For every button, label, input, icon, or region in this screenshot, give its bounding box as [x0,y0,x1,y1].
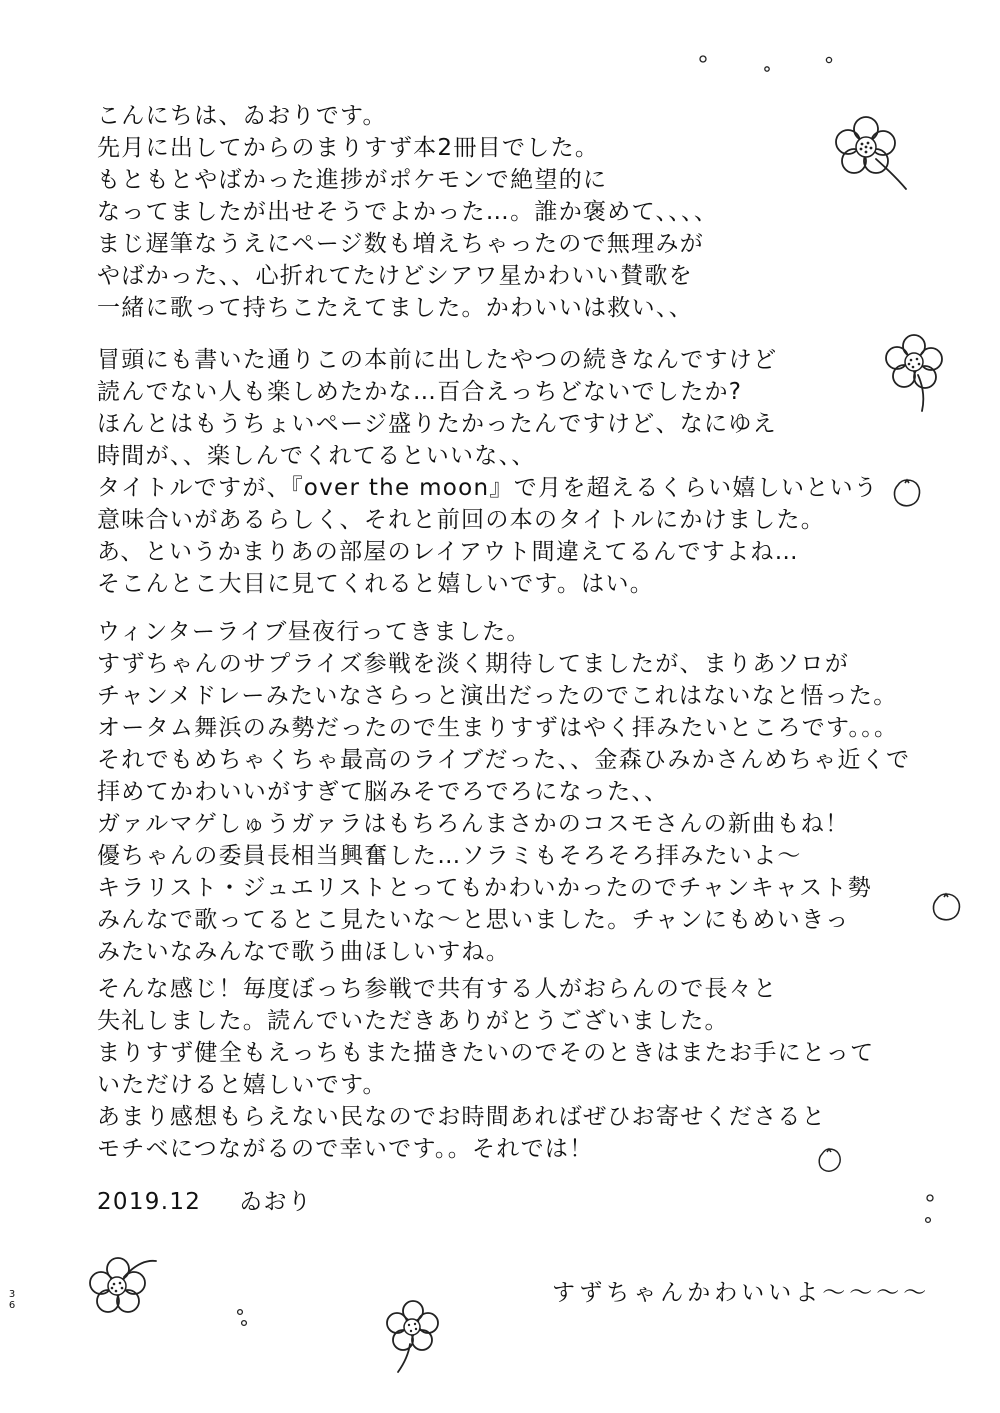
page-number [6,1289,18,1311]
text-line: まじ遅筆なうえにページ数も増えちゃったので無理みが [97,231,705,257]
text-line: そんな感じ！毎度ぼっち参戦で共有する人がおらんので長々と [97,976,778,1002]
text-line: 先月に出してからのまりすず本2冊目でした。 [97,135,600,161]
text-line: なってましたが出せそうでよかった…。誰か褒めて、、、、 [97,199,719,225]
text-line: あ、というかまりあの部屋のレイアウト間違えてるんですよね… [97,539,799,565]
text-line: すずちゃんのサプライズ参戦を淡く期待してましたが、まりあソロが [97,651,850,677]
text-line: 読んでない人も楽しめたかな…百合えっちどないでしたか? [97,379,743,405]
text-line: 拝めてかわいいがすぎて脳みそでろでろになった、、 [97,779,669,805]
circle-doodle-icon [890,477,924,511]
text-line: やばかった、、心折れてたけどシアワ星かわいい賛歌を [97,263,693,289]
circle-doodle-icon [928,890,964,926]
text-line: まりすず健全もえっちもまた描きたいのでそのときはまたお手にとって [97,1040,875,1066]
flower-icon [386,1300,446,1375]
text-line: そこんとこ大目に見てくれると嬉しいです。はい。 [97,571,655,597]
page-number-digit: 6 [8,1300,16,1311]
signature [97,1186,312,1218]
dot-doodle-icon [232,1306,252,1336]
text-line: タイトルですが、『over the moon』で月を超えるくらい嬉しいという [97,475,879,501]
dot-doodle-icon [920,1190,940,1230]
text-line: モチベにつながるので幸いです。。それでは！ [97,1136,594,1162]
text-line: みんなで歌ってるとこ見たいな～と思いました。チャンにもめいきっ [97,907,850,933]
author-name: ゐおり [239,1189,313,1215]
text-line: キラリスト・ジュエリストとってもかわいかったのでチャンキャスト勢 [97,875,873,901]
text-line: ウィンターライブ昼夜行ってきました。 [97,619,531,645]
circle-doodle-icon [814,1146,844,1176]
text-line: オータム舞浜のみ勢だったので生まりすずはやく拝みたいところです。。。 [97,715,899,741]
page-number-digit: 3 [8,1289,16,1300]
text-line: ほんとはもうちょいページ盛りたかったんですけど、なにゆえ [97,411,777,437]
dot-doodle-icon [690,50,850,80]
text-line: こんにちは、ゐおりです。 [97,103,387,129]
text-line: 一緒に歌って持ちこたえてました。かわいいは救い、、 [97,295,693,321]
text-line: あまり感想もらえない民なのでお時間あればぜひお寄せくださると [97,1104,826,1130]
flower-icon [828,115,918,193]
text-line: チャンメドレーみたいなさらっと演出だったのでこれはないなと悟った。 [97,683,898,709]
text-line: みたいなみんなで歌う曲ほしいすね。 [97,939,511,965]
text-line: 意味合いがあるらしく、それと前回の本のタイトルにかけました。 [97,507,826,533]
date: 2019.12 [97,1189,202,1215]
flower-icon [88,1253,160,1325]
footnote-text: すずちゃんかわいいよ～～～～ [552,1280,931,1306]
text-line: 冒頭にも書いた通りこの本前に出したやつの続きなんですけど [97,347,778,373]
text-line: それでもめちゃくちゃ最高のライブだった、、金森ひみかさんめちゃ近くで [97,747,911,773]
text-line: いただけると嬉しいです。 [97,1072,387,1098]
paragraph-live-report [97,616,910,968]
paragraph-closing [97,973,874,1165]
paragraph-greeting [97,100,718,324]
paragraph-story-notes [97,344,878,600]
text-line: ガァルマゲしゅうガァラはもちろんまさかのコスモさんの新曲もね！ [97,811,850,837]
text-line: もともとやばかった進捗がポケモンで絶望的に [97,167,608,193]
text-line: 失礼しました。読んでいただきありがとうございました。 [97,1008,729,1034]
flower-icon [882,333,962,413]
text-line: 時間が、、楽しんでくれてるといいな、、 [97,443,536,469]
text-line: 優ちゃんの委員長相当興奮した…ソラミもそろそろ拝みたいよ～ [97,843,802,869]
